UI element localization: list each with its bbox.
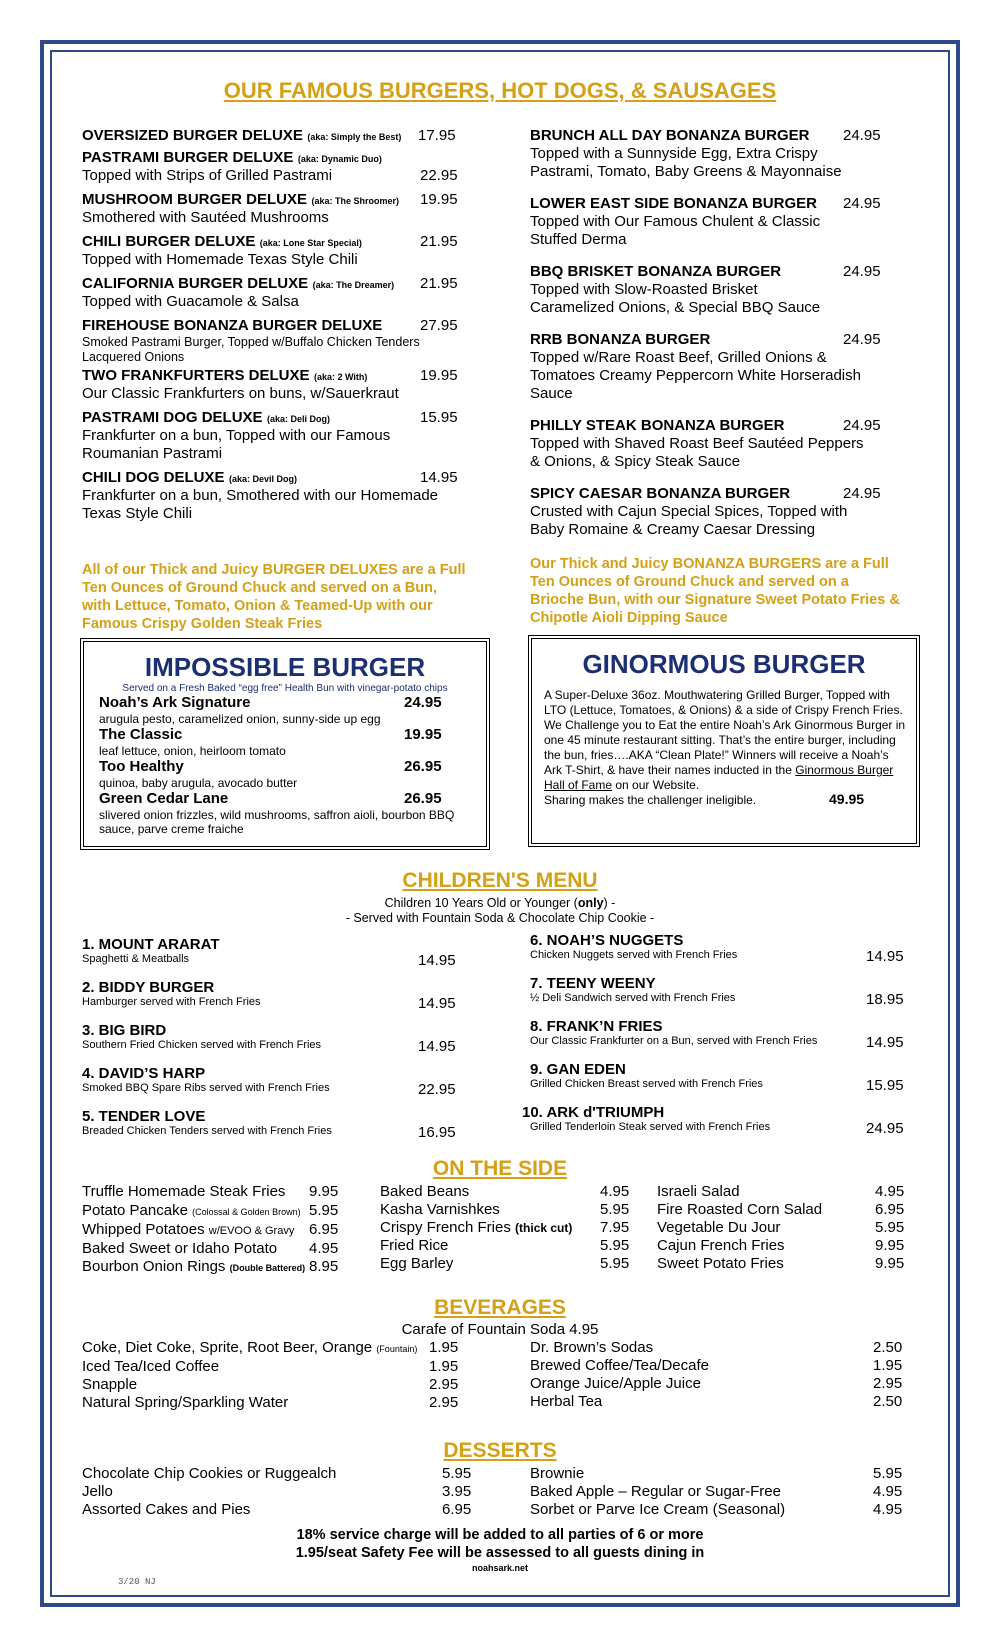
item-price: 6.95 [875, 1201, 905, 1218]
item-price: 4.95 [873, 1483, 903, 1500]
item-desc: Breaded Chicken Tenders served with French Fries [82, 1125, 332, 1137]
item-desc: arugula pesto, caramelized onion, sunny-side up egg [99, 712, 381, 726]
sides-title: ON THE SIDE [432, 1157, 568, 1180]
dessert-item [530, 1483, 910, 1501]
item-price: 14.95 [420, 469, 458, 486]
children-sub1-a: Children 10 Years Old or Younger ( [384, 896, 578, 910]
ginormous-p3: Sharing makes the challenger ineligible. [544, 793, 757, 807]
kids-item [530, 932, 910, 975]
item-price: 5.95 [873, 1465, 903, 1482]
side-item [657, 1201, 917, 1219]
menu-item [99, 726, 442, 758]
item-aka: (aka: Simply the Best) [307, 132, 402, 142]
item-name: Natural Spring/Sparkling Water [82, 1394, 289, 1411]
beverage-item [530, 1357, 910, 1375]
item-name: Baked Apple – Regular or Sugar-Free [530, 1483, 781, 1500]
item-name: Egg Barley [380, 1255, 454, 1272]
kids-item [82, 1108, 462, 1151]
item-name: Crispy French Fries [380, 1219, 516, 1236]
item-desc: Southern Fried Chicken served with French Fries [82, 1039, 322, 1051]
item-name: 10. ARK d'TRIUMPH [522, 1104, 665, 1121]
item-desc: Our Classic Frankfurters on buns, w/Sauerkraut [82, 385, 399, 402]
side-item [380, 1237, 640, 1255]
children-menu-title: CHILDREN'S MENU [402, 869, 598, 892]
item-aka: (aka: 2 With) [313, 372, 368, 382]
item-name: Israeli Salad [657, 1183, 740, 1200]
item-price: 5.95 [600, 1255, 630, 1272]
item-note: (Double Battered) [229, 1263, 306, 1273]
item-price: 4.95 [600, 1183, 630, 1200]
children-right-list [522, 932, 910, 1147]
children-sub1-c: ) - [603, 896, 616, 910]
item-price: 18.95 [866, 991, 904, 1008]
item-price: 21.95 [420, 275, 458, 292]
side-item [657, 1183, 917, 1201]
kids-item [530, 1061, 910, 1104]
left-burger-list [82, 127, 462, 529]
beverage-item [530, 1393, 910, 1411]
item-name: 7. TEENY WEENY [530, 975, 656, 992]
desserts-right [530, 1465, 910, 1519]
item-price: 4.95 [875, 1183, 905, 1200]
item-note: (thick cut) [515, 1221, 573, 1235]
item-name: 8. FRANK’N FRIES [530, 1018, 663, 1035]
item-price: 2.95 [873, 1375, 903, 1392]
carafe-line: Carafe of Fountain Soda 4.95 [401, 1321, 599, 1338]
item-desc: Topped with Slow-Roasted Brisket Caramelized Onions, & Special BBQ Sauce [530, 281, 821, 316]
dessert-item [530, 1465, 910, 1483]
item-price: 2.95 [429, 1394, 459, 1411]
item-price: 14.95 [866, 1034, 904, 1051]
item-price: 24.95 [843, 263, 881, 280]
ginormous-p2 [544, 718, 906, 793]
menu-item [99, 790, 455, 836]
menu-item [530, 127, 900, 195]
item-name: Dr. Brown’s Sodas [530, 1339, 654, 1356]
item-price: 17.95 [418, 127, 456, 144]
item-desc: Smothered with Sautéed Mushrooms [82, 209, 329, 226]
item-name: Kasha Varnishkes [380, 1201, 500, 1218]
item-name: TWO FRANKFURTERS DELUXE [82, 367, 310, 384]
item-note: (Colossal & Golden Brown) [192, 1207, 301, 1217]
item-desc: Smoked BBQ Spare Ribs served with French Fries [82, 1082, 330, 1094]
item-desc: leaf lettuce, onion, heirloom tomato [99, 744, 286, 758]
menu-item [82, 233, 462, 275]
item-price: 19.95 [420, 367, 458, 384]
item-price: 9.95 [309, 1183, 339, 1200]
ginormous-burger-title: GINORMOUS BURGER [582, 649, 866, 679]
item-name: Truffle Homemade Steak Fries [82, 1183, 286, 1200]
item-name: 5. TENDER LOVE [82, 1108, 206, 1125]
children-sub2: - Served with Fountain Soda & Chocolate Chip Cookie - [345, 911, 655, 925]
beverage-item [82, 1394, 462, 1412]
item-name: Chocolate Chip Cookies or Ruggealch [82, 1465, 337, 1482]
item-price: 3.95 [442, 1483, 472, 1500]
item-name: 4. DAVID’S HARP [82, 1065, 206, 1082]
item-desc: Chicken Nuggets served with French Fries [530, 949, 738, 961]
menu-item [530, 417, 900, 485]
menu-item [82, 317, 462, 367]
item-name: Bourbon Onion Rings [82, 1258, 230, 1275]
menu-item [530, 331, 900, 417]
item-price: 2.95 [429, 1376, 459, 1393]
beverage-item [82, 1358, 462, 1376]
item-note: w/EVOO & Gravy [208, 1225, 295, 1237]
item-name: Brownie [530, 1465, 585, 1482]
beverage-item [530, 1339, 910, 1357]
item-desc: Topped with Shaved Roast Beef Sautéed Peppers & Onions, & Spicy Steak Sauce [530, 435, 864, 470]
item-price: 14.95 [418, 995, 456, 1012]
item-price: 5.95 [600, 1201, 630, 1218]
item-desc: Topped with Strips of Grilled Pastrami [82, 167, 333, 184]
item-desc: Topped w/Rare Roast Beef, Grilled Onions & Tomatoes Creamy Peppercorn White Horseradish Sauce [530, 349, 861, 402]
item-price: 19.95 [420, 191, 458, 208]
item-aka: (aka: The Shroomer) [311, 196, 399, 206]
side-item [380, 1219, 640, 1237]
menu-item [530, 195, 900, 263]
item-price: 14.95 [866, 948, 904, 965]
item-name: Noah’s Ark Signature [99, 694, 251, 711]
item-desc: Grilled Tenderloin Steak served with French Fries [530, 1121, 771, 1133]
item-price: 22.95 [418, 1081, 456, 1098]
item-price: 9.95 [875, 1237, 905, 1254]
children-left-list [82, 936, 462, 1151]
impossible-burger-title: IMPOSSIBLE BURGER [144, 652, 426, 682]
side-item [657, 1255, 917, 1273]
side-item [82, 1240, 342, 1258]
ginormous-p3-row [544, 793, 906, 808]
item-name: Orange Juice/Apple Juice [530, 1375, 701, 1392]
item-name: Assorted Cakes and Pies [82, 1501, 251, 1518]
kids-item [530, 975, 910, 1018]
item-name: Whipped Potatoes [82, 1221, 209, 1238]
desserts-left [82, 1465, 482, 1519]
menu-item [530, 263, 900, 331]
item-desc: ½ Deli Sandwich served with French Fries [530, 992, 736, 1004]
item-name: Fire Roasted Corn Salad [657, 1201, 823, 1218]
ginormous-p2-a: We Challenge you to Eat the entire Noah’s Ark Ginormous Burger in one 45 minute restaurant sitting. That’s the entire burger, including the bun, fries….AKA “Clean Plate!” Winners will receive a Noah’s Ark T-Shirt, & have their names inducted in the [544, 718, 906, 777]
item-desc: quinoa, baby arugula, avocado butter [99, 776, 298, 790]
item-desc: Smoked Pastrami Burger, Topped w/Buffalo Chicken Tenders Lacquered Onions [82, 335, 420, 364]
burger-deluxe-note: All of our Thick and Juicy BURGER DELUXES are a Full Ten Ounces of Ground Chuck and served on a Bun, with Lettuce, Tomato, Onion & Teamed-Up with our Famous Crispy Golden Steak Fries [82, 562, 466, 632]
item-name: Brewed Coffee/Tea/Decafe [530, 1357, 709, 1374]
children-sub1 [0, 896, 1000, 910]
item-name: BRUNCH ALL DAY BONANZA BURGER [530, 127, 810, 144]
item-price: 6.95 [309, 1221, 339, 1238]
item-price: 24.95 [843, 195, 881, 212]
item-desc: Grilled Chicken Breast served with French Fries [530, 1078, 763, 1090]
item-price: 24.95 [843, 417, 881, 434]
item-aka: (aka: Devil Dog) [228, 474, 297, 484]
item-price: 14.95 [418, 1038, 456, 1055]
print-code: 3/20 NJ [118, 1577, 156, 1587]
sides-col-2 [380, 1183, 640, 1273]
side-item [82, 1183, 342, 1202]
burgers-section-title: OUR FAMOUS BURGERS, HOT DOGS, & SAUSAGES [223, 78, 777, 103]
dessert-item [82, 1465, 482, 1483]
item-price: 15.95 [866, 1077, 904, 1094]
item-name: PASTRAMI DOG DELUXE [82, 409, 263, 426]
menu-item [99, 694, 442, 726]
item-name: 6. NOAH’S NUGGETS [530, 932, 684, 949]
footer-notes [0, 1526, 1000, 1574]
hall-of-fame-text: Ginormous Burger Hall of Fame [544, 763, 894, 792]
beverage-item [82, 1376, 462, 1394]
item-price: 24.95 [843, 485, 881, 502]
item-desc: Our Classic Frankfurter on a Bun, served with French Fries [530, 1035, 818, 1047]
item-name: Coke, Diet Coke, Sprite, Root Beer, Orange [82, 1339, 377, 1356]
item-price: 5.95 [309, 1202, 339, 1219]
item-name: Baked Sweet or Idaho Potato [82, 1240, 278, 1257]
ginormous-price: 49.95 [829, 791, 865, 807]
ginormous-p1: A Super-Deluxe 36oz. Mouthwatering Grilled Burger, Topped with LTO (Lettuce, Tomatoes, & Onions) & a side of Crispy French Fries. [544, 688, 903, 717]
item-name: Potato Pancake [82, 1202, 193, 1219]
side-item [657, 1237, 917, 1255]
item-desc: Topped with a Sunnyside Egg, Extra Crispy Pastrami, Tomato, Baby Greens & Mayonnaise [530, 145, 842, 180]
item-name: FIREHOUSE BONANZA BURGER DELUXE [82, 317, 383, 334]
item-name: Cajun French Fries [657, 1237, 785, 1254]
item-desc: Topped with Homemade Texas Style Chili [82, 251, 358, 268]
side-item [82, 1258, 342, 1277]
impossible-list [99, 694, 455, 836]
item-name: 1. MOUNT ARARAT [82, 936, 220, 953]
beverage-item [530, 1375, 910, 1393]
item-desc: Spaghetti & Meatballs [82, 953, 190, 965]
safety-fee-note: 1.95/seat Safety Fee will be assessed to all guests dining in [295, 1545, 705, 1561]
kids-item [530, 1018, 910, 1061]
children-sub1-b: only [577, 896, 604, 910]
item-price: 16.95 [418, 1124, 456, 1141]
item-name: Jello [82, 1483, 113, 1500]
dessert-item [82, 1501, 482, 1519]
bonanza-burger-note: Our Thick and Juicy BONANZA BURGERS are a Full Ten Ounces of Ground Chuck and served on a Brioche Bun, with our Signature Sweet Potato Fries & Chipotle Aioli Dipping Sauce [530, 556, 900, 626]
ginormous-description [544, 688, 906, 808]
service-charge-note: 18% service charge will be added to all parties of 6 or more [296, 1527, 704, 1543]
impossible-burger-subtitle: Served on a Fresh Baked “egg free” Health Bun with vinegar-potato chips [122, 683, 448, 694]
item-price: 26.95 [404, 758, 442, 775]
item-name: Herbal Tea [530, 1393, 603, 1410]
side-item [82, 1202, 342, 1221]
side-item [657, 1219, 917, 1237]
item-desc: Topped with Our Famous Chulent & Classic Stuffed Derma [530, 213, 821, 248]
item-aka: (aka: Deli Dog) [267, 414, 331, 424]
kids-item [522, 1104, 902, 1147]
item-price: 24.95 [843, 127, 881, 144]
item-desc: Hamburger served with French Fries [82, 996, 261, 1008]
right-burger-list [530, 127, 900, 543]
item-name: OVERSIZED BURGER DELUXE [82, 127, 303, 144]
sides-col-1 [82, 1183, 342, 1277]
website-link[interactable]: noahsark.net [471, 1563, 529, 1573]
item-price: 1.95 [429, 1339, 459, 1356]
item-name: Iced Tea/Iced Coffee [82, 1358, 220, 1375]
item-price: 4.95 [309, 1240, 339, 1257]
item-desc: Frankfurter on a bun, Topped with our Famous Roumanian Pastrami [82, 427, 391, 462]
item-price: 22.95 [420, 167, 458, 184]
beverages-title: BEVERAGES [434, 1296, 566, 1319]
kids-item [82, 936, 462, 979]
ginormous-burger-box [528, 635, 920, 847]
item-name: The Classic [99, 726, 183, 743]
item-name: PHILLY STEAK BONANZA BURGER [530, 417, 785, 434]
menu-item [530, 485, 900, 543]
item-price: 1.95 [429, 1358, 459, 1375]
item-price: 9.95 [875, 1255, 905, 1272]
item-name: MUSHROOM BURGER DELUXE [82, 191, 308, 208]
item-name: Too Healthy [99, 758, 184, 775]
item-price: 14.95 [418, 952, 456, 969]
kids-item [82, 979, 462, 1022]
beverages-right [530, 1339, 910, 1411]
side-item [380, 1183, 640, 1201]
dessert-item [82, 1483, 482, 1501]
item-name: LOWER EAST SIDE BONANZA BURGER [530, 195, 817, 212]
item-price: 24.95 [866, 1120, 904, 1137]
item-name: CHILI DOG DELUXE [82, 469, 225, 486]
item-desc: slivered onion frizzles, wild mushrooms, saffron aioli, bourbon BBQ sauce, parve creme fraiche [99, 808, 455, 836]
side-item [380, 1201, 640, 1219]
item-price: 1.95 [873, 1357, 903, 1374]
item-price: 24.95 [404, 694, 442, 711]
item-desc: Crusted with Cajun Special Spices, Topped with Baby Romaine & Creamy Caesar Dressing [530, 503, 848, 538]
item-name: 3. BIG BIRD [82, 1022, 167, 1039]
side-item [380, 1255, 640, 1273]
item-name: 9. GAN EDEN [530, 1061, 626, 1078]
item-price: 26.95 [404, 790, 442, 807]
item-price: 5.95 [442, 1465, 472, 1482]
item-price: 8.95 [309, 1258, 339, 1275]
item-name: CALIFORNIA BURGER DELUXE [82, 275, 309, 292]
ginormous-p2-b: on our Website. [612, 778, 700, 792]
menu-item [82, 469, 462, 529]
item-price: 19.95 [404, 726, 442, 743]
item-note: (Fountain) [376, 1344, 418, 1354]
item-name: 2. BIDDY BURGER [82, 979, 215, 996]
item-price: 21.95 [420, 233, 458, 250]
item-name: BBQ BRISKET BONANZA BURGER [530, 263, 782, 280]
desserts-title: DESSERTS [443, 1439, 557, 1462]
item-name: Fried Rice [380, 1237, 449, 1254]
item-desc: Frankfurter on a bun, Smothered with our Homemade Texas Style Chili [82, 487, 439, 522]
item-name: SPICY CAESAR BONANZA BURGER [530, 485, 791, 502]
impossible-burger-box [80, 638, 490, 850]
item-aka: (aka: Dynamic Duo) [297, 154, 382, 164]
item-price: 2.50 [873, 1339, 903, 1356]
item-name: Baked Beans [380, 1183, 470, 1200]
item-name: Green Cedar Lane [99, 790, 229, 807]
menu-item [99, 758, 442, 790]
item-name: PASTRAMI BURGER DELUXE [82, 149, 294, 166]
beverage-item [82, 1339, 462, 1358]
item-name: Sorbet or Parve Ice Cream (Seasonal) [530, 1501, 786, 1518]
item-price: 27.95 [420, 317, 458, 334]
item-price: 15.95 [420, 409, 458, 426]
dessert-item [530, 1501, 910, 1519]
item-price: 2.50 [873, 1393, 903, 1410]
item-price: 6.95 [442, 1501, 472, 1518]
menu-item [82, 275, 462, 317]
side-item [82, 1221, 342, 1240]
item-name: RRB BONANZA BURGER [530, 331, 711, 348]
menu-item [82, 191, 462, 233]
item-price: 24.95 [843, 331, 881, 348]
menu-item [82, 367, 462, 409]
menu-item [82, 149, 462, 191]
item-aka: (aka: The Dreamer) [312, 280, 395, 290]
item-price: 7.95 [600, 1219, 630, 1236]
kids-item [82, 1065, 462, 1108]
item-price: 4.95 [873, 1501, 903, 1518]
kids-item [82, 1022, 462, 1065]
menu-item [82, 127, 462, 145]
item-name: Vegetable Du Jour [657, 1219, 781, 1236]
menu-item [82, 409, 462, 469]
sides-col-3 [657, 1183, 917, 1273]
item-desc: Topped with Guacamole & Salsa [82, 293, 299, 310]
item-price: 5.95 [600, 1237, 630, 1254]
item-name: Sweet Potato Fries [657, 1255, 784, 1272]
beverages-left [82, 1339, 462, 1412]
item-name: CHILI BURGER DELUXE [82, 233, 256, 250]
item-aka: (aka: Lone Star Special) [259, 238, 362, 248]
item-price: 5.95 [875, 1219, 905, 1236]
item-name: Snapple [82, 1376, 138, 1393]
